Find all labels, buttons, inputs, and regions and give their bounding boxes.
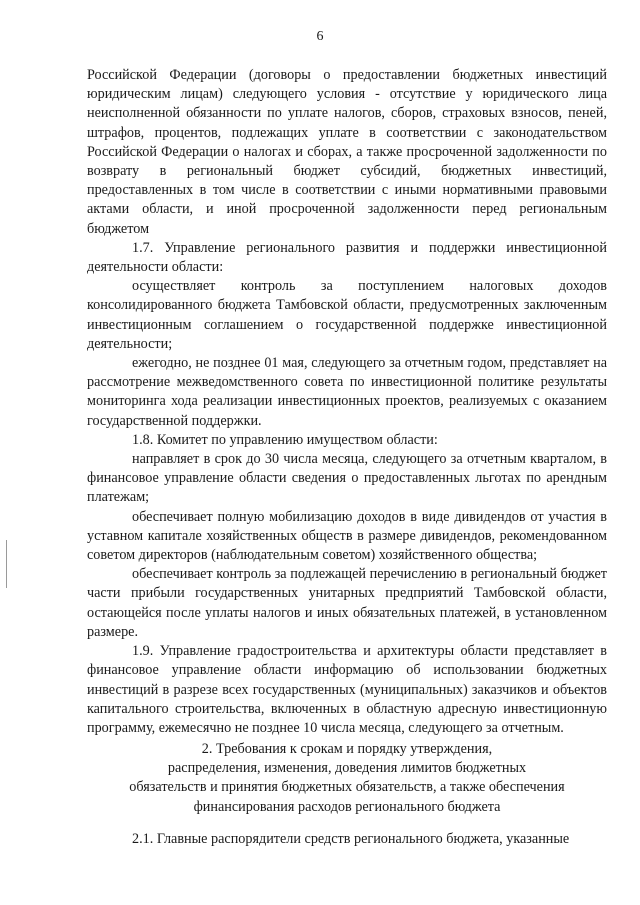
paragraph-continuation: Российской Федерации (договоры о предоставлении бюджетных инвестиций юридическим лицам) следующего условия - отсутствие у юридического лица неисполненной обязанности по уплате налогов, сборов, страховых взносов, пеней, штрафов, процентов, подлежащих уплате в соответствии с законодательством Российской Федерации о налогах и сборах, а также просроченной задолженности по возврату в региональный бюджет субсидий, бюджетных инвестиций, предоставленных в том числе в соответствии с иными нормативными правовыми актами области, и иной просроченной задолженности перед региональным бюджетом — [87, 67, 607, 237]
document-body — [87, 66, 607, 738]
section-heading — [87, 740, 607, 817]
paragraph-1-7-control: осуществляет контроль за поступлением налоговых доходов консолидированного бюджета Тамбовской области, предусмотренных заключенным инвестиционным соглашением о государственной поддержке инвестиционной деятельности; — [87, 278, 607, 352]
section-heading-line: 2. Требования к срокам и порядку утверждения, — [201, 741, 493, 757]
paragraph-1-9: 1.9. Управление градостроительства и архитектуры области представляет в финансовое управление области информацию об использовании бюджетных инвестиций в разрезе всех государственных (муниципальных) заказчиков и объектов капитального строительства, включенных в областную адресную инвестиционную программу, ежемесячно не позднее 10 числа месяца, следующего за отчетным. — [87, 643, 607, 736]
paragraph-1-8-rent: направляет в срок до 30 числа месяца, следующего за отчетным кварталом, в финансовое управление области сведения о предоставленных льготах по арендным платежам; — [87, 451, 607, 506]
paragraph-1-8: 1.8. Комитет по управлению имуществом области: — [132, 431, 438, 448]
section-heading-line: финансирования расходов регионального бюджета — [193, 798, 501, 815]
paragraph-1-7: 1.7. Управление регионального развития и поддержки инвестиционной деятельности области: — [87, 239, 607, 276]
section-heading-line: обязательств и принятия бюджетных обязательств, а также обеспечения — [129, 779, 565, 796]
section-heading-line: распределения, изменения, доведения лимитов бюджетных — [167, 760, 527, 777]
paragraph-2-1: 2.1. Главные распорядители средств регионального бюджета, указанные — [132, 831, 570, 847]
paragraph-1-8-dividends: обеспечивает полную мобилизацию доходов в виде дивидендов от участия в уставном капитале хозяйственных обществ в размере дивидендов, рекомендованном советом директоров (наблюдательным советом) хозяйственного общества; — [87, 508, 607, 564]
scan-margin-mark — [6, 540, 7, 588]
page-number: 6 — [316, 29, 324, 44]
paragraph-1-7-annual: ежегодно, не позднее 01 мая, следующего за отчетным годом, представляет на рассмотрение межведомственного совета по инвестиционной политике результаты мониторинга хода реализации инвестиционных проектов, реализуемых с оказанием государственной поддержки. — [87, 355, 607, 429]
paragraph-1-8-profit: обеспечивает контроль за подлежащей перечислению в региональный бюджет части прибыли государственных унитарных предприятий Тамбовской области, остающейся после уплаты налогов и иных обязательных платежей, в установленном размере. — [87, 566, 607, 640]
